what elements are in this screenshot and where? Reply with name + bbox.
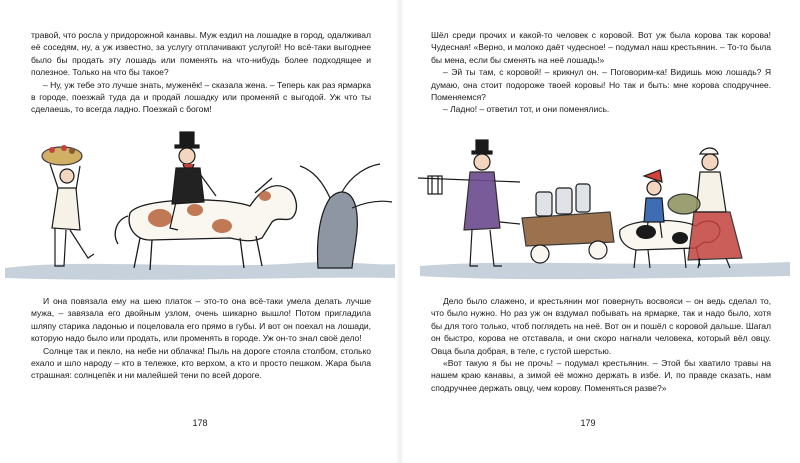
paragraph: Дело было слажено, и крестьянин мог повернуть восвояси – он ведь сделал то, что было нужно. Но раз уж он вздумал побывать на ярмарке, так и надо было, хотя бы для того только, чтоб поглядеть на неё. Вот он и пошёл с коровой дальше. Шагал он быстро, корова не отставала, и они скоро нагнали человека, который вёл овцу. Овца была добрая, в теле, с густой шерстью. [431, 296, 771, 356]
paragraph: травой, что росла у придорожной канавы. Муж ездил на лошадке в город, одалживал её соседям, ну, а уж известно, за услугу отплачивают услугой! Но всё-таки выгоднее было бы продать эту лошадь или поменять на что-нибудь более подходящее и полезное. Только на что бы такое? [31, 30, 371, 78]
right-page [400, 0, 800, 463]
paragraph: Солнце так и пекло, на небе ни облачка! Пыль на дороге стояла столбом, столько ехало и шло народу – кто в тележке, кто верхом, а кто и просто пешком. Жара была страшная: солнцепёк и ни малейшей тени по всей дороге. [31, 345, 371, 381]
page-number: 179 [580, 418, 596, 428]
paragraph: – Ладно! – ответил тот, и они поменялись. [443, 104, 610, 115]
paragraph: «Вот такую я бы не прочь! – подумал крестьянин. – Этой бы хватило травы на нашем краю канавы, а зимой её можно держать в избе. И, по правде сказать, нам сподручнее держать овцу, чем корову. Поменяться разве?» [431, 358, 771, 393]
right-bottom-text [431, 295, 771, 394]
woman-in-red-skirt [668, 148, 742, 268]
illustration-peasant-on-horse [0, 118, 400, 288]
right-top-text [431, 29, 771, 116]
cart-with-milk-cans [500, 184, 614, 263]
man-with-birdcage [418, 140, 520, 266]
paragraph: Шёл среди прочих и какой-то человек с коровой. Вот уж была корова так корова! Чудесная! «Верно, и молоко даёт чудесное! – подумал наш крестьянин. – То-то была бы мена, если бы сменять на неё лошадь!» [431, 30, 771, 65]
paragraph: – Эй ты там, с коровой! – крикнул он. – Поговорим-ка! Видишь мою лошадь? Я думаю, она стоит подороже твоей коровы! Но так и быть: мне корова сподручнее. Поменяемся? [431, 67, 771, 103]
tree-stump [300, 164, 392, 268]
paragraph: – Ну, уж тебе это лучше знать, муженёк! – сказала жена. – Теперь как раз ярмарка в городе, поезжай туда да и продай лошадку или променяй с выгодой. Уж что ты сделаешь, то всегда ладно. Поезжай с богом! [31, 79, 371, 115]
horse [115, 178, 296, 270]
illustration-procession-with-cow [400, 118, 800, 288]
left-bottom-text [31, 295, 371, 382]
left-top-text [31, 29, 371, 116]
page-number: 178 [192, 418, 208, 428]
woman-with-basket [42, 145, 94, 266]
paragraph: И она повязала ему на шею платок – это-то она всё-таки умела делать лучше мужа, – завязала его двойным узлом, очень шикарно вышло! Потом пригладила шляпу старика ладонью и поцеловала его прямо в губы. И вот он поехал на лошади, которую надо было или продать, или променять в городе. Уж он-то знал своё дело! [31, 296, 371, 344]
